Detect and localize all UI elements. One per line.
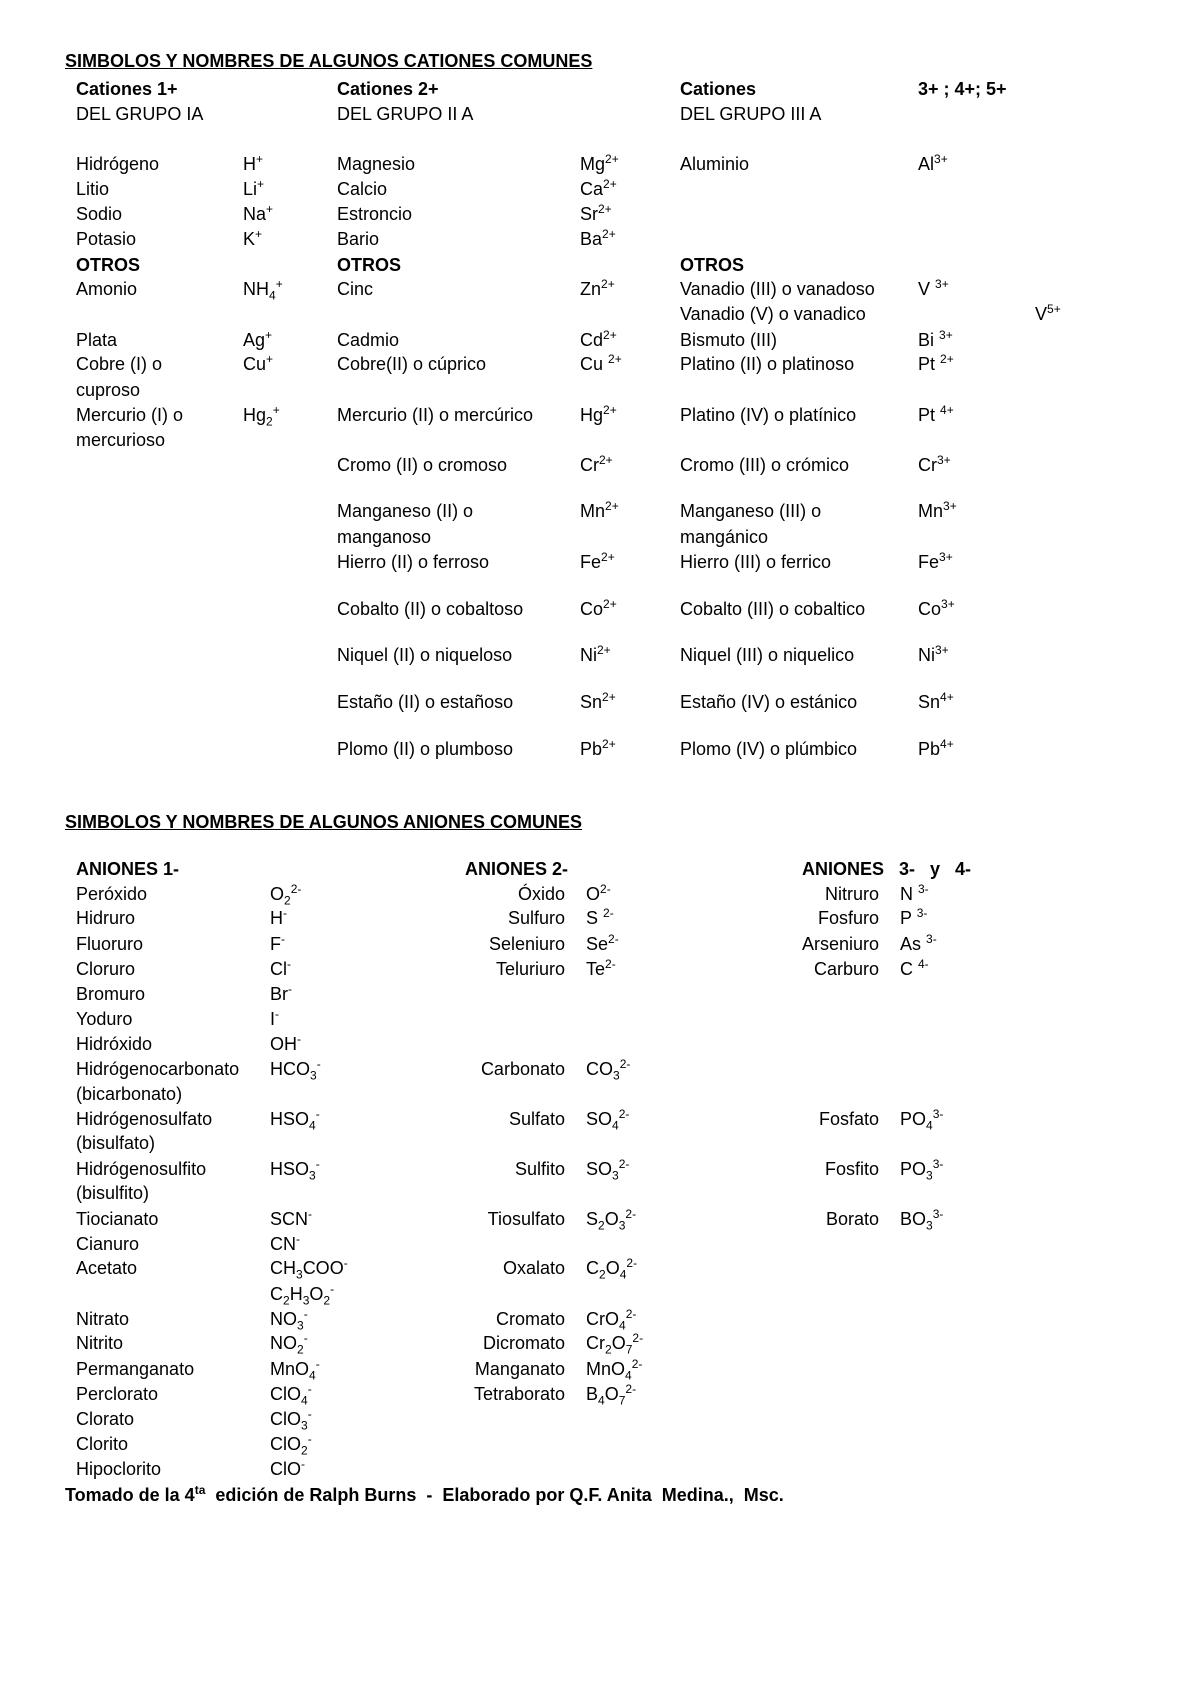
cations-3-subheading: DEL GRUPO III A — [680, 104, 822, 124]
anion-formula: $HSO_3^-$ — [270, 1157, 320, 1183]
cation-symbol: $Ni^{2+}$ — [580, 643, 611, 665]
cation-symbol: V $^{3+}$ — [918, 277, 949, 299]
anion-formula: ClO$_4$- — [270, 1382, 312, 1408]
anion-name: Fosfito — [824, 1159, 879, 1179]
anion-formula: $HCO_3^-$ — [270, 1057, 321, 1083]
cation-name: Manganeso (II) o — [337, 501, 474, 521]
cation-symbol: $Cr^{3+}$ — [918, 453, 951, 475]
cation-symbol: $Hg_2^+$ — [243, 403, 280, 429]
anion-formula: $C_2O_4^{2-}$ — [586, 1256, 638, 1282]
cation-name: Magnesio — [337, 154, 416, 174]
cation-symbol: $Zn^{2+}$ — [580, 277, 615, 299]
cation-name: Bismuto (III) — [680, 330, 778, 350]
cation-symbol: K+ — [243, 227, 263, 249]
anion-formula: $Te^{2-}$ — [586, 957, 616, 979]
cation-symbol: $Fe^{2+}$ — [580, 550, 615, 572]
anion-name: Permanganato — [76, 1359, 195, 1379]
cation-name: Plomo (IV) o plúmbico — [680, 739, 858, 759]
anion-name: Oxalato — [502, 1258, 565, 1278]
anion-name: Tiocianato — [76, 1209, 159, 1229]
anion-formula: ClO$_2$- — [270, 1432, 312, 1458]
cation-symbol: Pt $^{2+}$ — [918, 352, 954, 374]
cation-symbol: Cu $^{2+}$ — [580, 352, 622, 374]
cation-name: Litio — [76, 179, 110, 199]
anion-formula: Cl- — [270, 957, 291, 979]
cation-name: Hierro (III) o ferrico — [680, 552, 832, 572]
cation-name: Vanadio (III) o vanadoso — [680, 279, 875, 299]
cation-name: Mercurio (II) o mercúrico — [337, 405, 534, 425]
cation-name-cont: cuproso — [76, 380, 141, 400]
anion-name: Carburo — [813, 959, 879, 979]
cation-name: Estaño (II) o estañoso — [337, 692, 514, 712]
anion-name: Sulfato — [508, 1109, 565, 1129]
cation-symbol: $Ni^{3+}$ — [918, 643, 949, 665]
cation-name: Cinc — [337, 279, 374, 299]
anion-formula: SCN- — [270, 1207, 313, 1229]
cation-name: Bario — [337, 229, 380, 249]
anion-name-cont: (bisulfato) — [76, 1133, 156, 1153]
cation-name: Manganeso (III) o — [680, 501, 822, 521]
anion-formula: $BO_3^{3-}$ — [900, 1207, 944, 1233]
cation-name: Cobre (I) o — [76, 354, 163, 374]
anion-formula: $C_2H_3O_2^-$ — [270, 1282, 335, 1308]
cation-name: Platino (IV) o platínico — [680, 405, 857, 425]
anion-formula: P $^{3-}$ — [900, 906, 928, 928]
anion-formula: $Se^{2-}$ — [586, 932, 619, 954]
cation-symbol: $Cr^{2+}$ — [580, 453, 613, 475]
anion-formula: S $^{2-}$ — [586, 906, 614, 928]
anion-name: Hidróxido — [76, 1034, 153, 1054]
anion-name: Peróxido — [76, 884, 148, 904]
anion-name: Seleniuro — [488, 934, 565, 954]
anion-formula: F- — [270, 932, 285, 954]
cation-name: Niquel (II) o niqueloso — [337, 645, 513, 665]
cation-symbol: $Mn^{3+}$ — [918, 499, 957, 521]
cations-2-subheading: DEL GRUPO II A — [337, 104, 474, 124]
cation-symbol: Ag+ — [243, 328, 273, 350]
cation-symbol: $Ba^{2+}$ — [580, 227, 616, 249]
anion-formula: ClO- — [270, 1457, 305, 1479]
anion-formula: MnO$_4^{2-}$ — [586, 1357, 643, 1383]
anion-name: Acetato — [76, 1258, 138, 1278]
cation-name: Cadmio — [337, 330, 400, 350]
cation-name: Platino (II) o platinoso — [680, 354, 855, 374]
anion-name: Arseniuro — [801, 934, 879, 954]
anion-formula: As $^{3-}$ — [900, 932, 937, 954]
anion-name: Tetraborato — [473, 1384, 565, 1404]
cation-name: Cobalto (II) o cobaltoso — [337, 599, 524, 619]
anion-formula: $HSO_4^-$ — [270, 1107, 320, 1133]
cation-name-cont: mangánico — [680, 527, 769, 547]
cation-symbol: $Sn^{2+}$ — [580, 690, 616, 712]
anion-formula: $PO_4^{3-}$ — [900, 1107, 944, 1133]
cation-name-cont: manganoso — [337, 527, 432, 547]
anion-formula: $O^{2-}$ — [586, 882, 611, 904]
anion-formula: OH- — [270, 1032, 301, 1054]
anion-formula: C $^{4-}$ — [900, 957, 929, 979]
cation-symbol: $Fe^{3+}$ — [918, 550, 953, 572]
anion-formula: I- — [270, 1007, 280, 1029]
cation-symbol: $Pb^{4+}$ — [918, 737, 954, 759]
cation-symbol: $Co^{2+}$ — [580, 597, 617, 619]
cation-symbol: Li+ — [243, 177, 265, 199]
anion-name: Perclorato — [76, 1384, 159, 1404]
anion-name: Carbonato — [480, 1059, 565, 1079]
anion-name: Nitrato — [76, 1309, 130, 1329]
anion-name: Bromuro — [76, 984, 146, 1004]
cation-name: Cromo (III) o crómico — [680, 455, 850, 475]
anion-formula: N $^{3-}$ — [900, 882, 929, 904]
anion-name: Hidrógenosulfato — [76, 1109, 213, 1129]
anion-name: Hipoclorito — [76, 1459, 162, 1479]
cation-name: Cobre(II) o cúprico — [337, 354, 487, 374]
cation-name: Estroncio — [337, 204, 413, 224]
cations-3-otros: OTROS — [680, 255, 745, 275]
cation-symbol: Bi $^{3+}$ — [918, 328, 953, 350]
cation-symbol: $Ca^{2+}$ — [580, 177, 617, 199]
cation-symbol: Cu+ — [243, 352, 274, 374]
cation-name: Cromo (II) o cromoso — [337, 455, 508, 475]
anion-name: Fosfato — [818, 1109, 879, 1129]
cation-symbol: $Co^{3+}$ — [918, 597, 955, 619]
cation-name-cont: mercurioso — [76, 430, 166, 450]
cation-symbol: $Mn^{2+}$ — [580, 499, 619, 521]
anion-formula: $PO_3^{3-}$ — [900, 1157, 944, 1183]
anion-formula: $NO_3^-$ — [270, 1307, 308, 1333]
anion-formula: $B_4O_7^{2-}$ — [586, 1382, 637, 1408]
anion-formula: $Cr_2O_7^{2-}$ — [586, 1331, 644, 1357]
cation-name: Potasio — [76, 229, 137, 249]
cation-name: Plomo (II) o plumboso — [337, 739, 514, 759]
cation-name: Sodio — [76, 204, 123, 224]
anion-formula: MnO$_4$- — [270, 1357, 320, 1383]
cations-2-otros: OTROS — [337, 255, 402, 275]
cation-name: Cobalto (III) o cobaltico — [680, 599, 866, 619]
anion-formula: ClO$_3$- — [270, 1407, 312, 1433]
anions-2-heading: ANIONES 2- — [465, 859, 569, 879]
anions-3-heading: ANIONES 3- y 4- — [802, 859, 972, 879]
cation-symbol: H+ — [243, 152, 264, 174]
anion-name: Manganato — [474, 1359, 565, 1379]
anion-name: Tiosulfato — [487, 1209, 565, 1229]
anions-1-heading: ANIONES 1- — [76, 859, 180, 879]
cations-2-heading: Cationes 2+ — [337, 79, 439, 99]
anion-formula: $SO_3^{2-}$ — [586, 1157, 630, 1183]
anion-formula: H- — [270, 906, 287, 928]
cation-symbol: $Sr^{2+}$ — [580, 202, 612, 224]
anion-name: Borato — [825, 1209, 879, 1229]
anion-name: Fosfuro — [817, 908, 879, 928]
cation-symbol: $V^{5+}$ — [1035, 302, 1061, 324]
cation-symbol: $Sn^{4+}$ — [918, 690, 954, 712]
cation-name: Estaño (IV) o estánico — [680, 692, 858, 712]
anion-formula: $O_2^{2-}$ — [270, 882, 302, 908]
cation-symbol: $Pb^{2+}$ — [580, 737, 616, 759]
cation-symbol: Pt $^{4+}$ — [918, 403, 954, 425]
cations-1-otros: OTROS — [76, 255, 141, 275]
cations-1-subheading: DEL GRUPO IA — [76, 104, 204, 124]
anion-name: Hidrógenocarbonato — [76, 1059, 240, 1079]
cations-title: SIMBOLOS Y NOMBRES DE ALGUNOS CATIONES COMUNES — [65, 51, 593, 71]
anion-formula: $SO_4^{2-}$ — [586, 1107, 630, 1133]
cation-name: Calcio — [337, 179, 388, 199]
anion-name: Hidruro — [76, 908, 136, 928]
cations-3-heading-charges: 3+ ; 4+; 5+ — [918, 79, 1007, 99]
anion-formula: $S_2O_3^{2-}$ — [586, 1207, 637, 1233]
anion-formula: $CH_3COO^-$ — [270, 1256, 348, 1282]
anion-formula: Br- — [270, 982, 292, 1004]
cation-name: Aluminio — [680, 154, 750, 174]
anion-name: Cianuro — [76, 1234, 140, 1254]
cations-3-heading: Cationes — [680, 79, 757, 99]
cation-name: Hidrógeno — [76, 154, 160, 174]
anion-formula: CrO$_4^{2-}$ — [586, 1307, 637, 1333]
cation-name: Mercurio (I) o — [76, 405, 184, 425]
cation-symbol: $NH_4^+$ — [243, 277, 283, 303]
anion-name: Teluriuro — [495, 959, 565, 979]
anion-formula: $NO_2^-$ — [270, 1331, 308, 1357]
anion-name-cont: (bisulfito) — [76, 1183, 150, 1203]
anion-name: Dicromato — [482, 1333, 565, 1353]
cation-name: Vanadio (V) o vanadico — [680, 304, 866, 324]
anion-name: Hidrógenosulfito — [76, 1159, 207, 1179]
anion-name: Sulfito — [514, 1159, 565, 1179]
cation-symbol: $Cd^{2+}$ — [580, 328, 617, 350]
anion-name: Fluoruro — [76, 934, 144, 954]
cation-symbol: Na+ — [243, 202, 274, 224]
cation-name: Hierro (II) o ferroso — [337, 552, 490, 572]
anion-name: Clorato — [76, 1409, 135, 1429]
anion-name: Clorito — [76, 1434, 129, 1454]
anion-name: Sulfuro — [507, 908, 565, 928]
anion-name: Óxido — [517, 884, 565, 904]
anion-name: Nitrito — [76, 1333, 124, 1353]
anion-name: Cloruro — [76, 959, 136, 979]
cation-name: Plata — [76, 330, 118, 350]
cation-symbol: $Mg^{2+}$ — [580, 152, 619, 174]
footer-credit: Tomado de la $4^{ta}$ edición de Ralph Burns - Elaborado por Q.F. Anita Medina., Msc. — [65, 1483, 784, 1505]
anion-formula: $CO_3^{2-}$ — [586, 1057, 631, 1083]
anion-formula: CN- — [270, 1232, 300, 1254]
anion-name: Nitruro — [824, 884, 879, 904]
cation-name: Niquel (III) o niquelico — [680, 645, 855, 665]
cation-name: Amonio — [76, 279, 138, 299]
cations-1-heading: Cationes 1+ — [76, 79, 178, 99]
cation-symbol: $Hg^{2+}$ — [580, 403, 617, 425]
anion-name-cont: (bicarbonato) — [76, 1084, 183, 1104]
anion-name: Cromato — [495, 1309, 565, 1329]
cation-symbol: $Al^{3+}$ — [918, 152, 948, 174]
anions-title: SIMBOLOS Y NOMBRES DE ALGUNOS ANIONES COMUNES — [65, 812, 583, 832]
anion-name: Yoduro — [76, 1009, 133, 1029]
